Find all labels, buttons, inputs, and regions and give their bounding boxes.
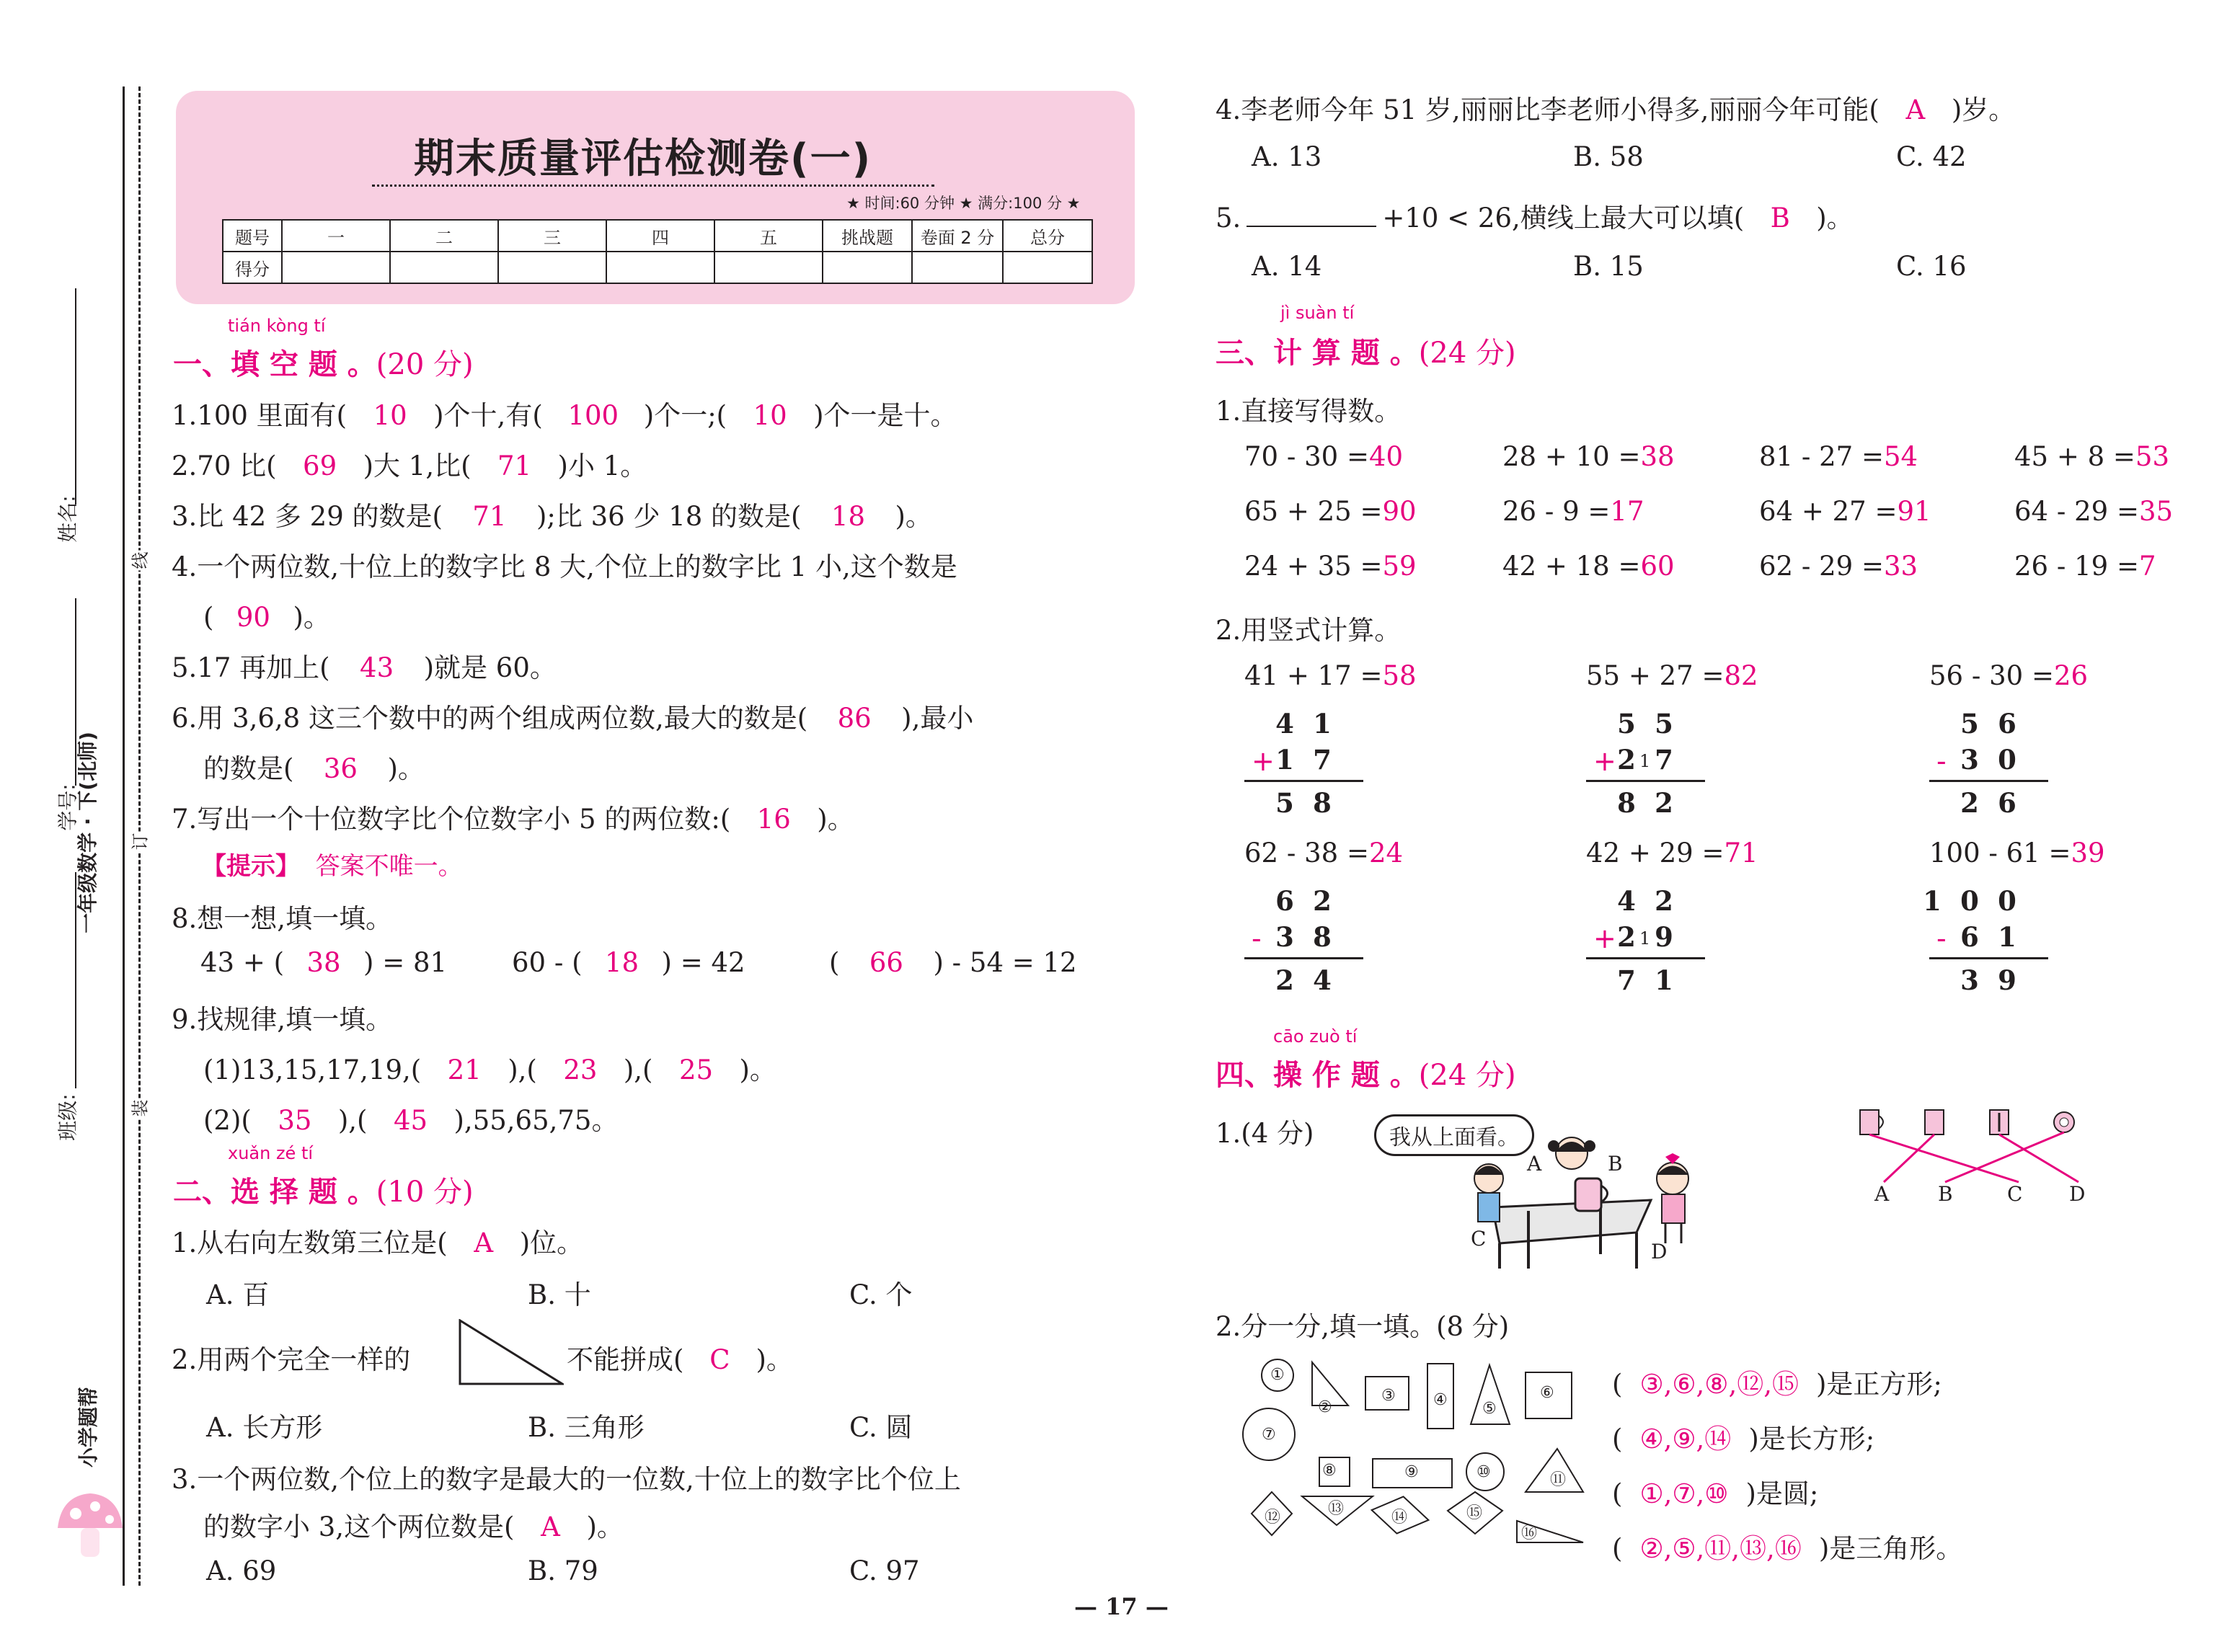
section-points: (20 分) bbox=[376, 348, 474, 381]
match-label: D bbox=[2069, 1182, 2086, 1206]
question-1-8: 8.想一想,填一填。 bbox=[172, 903, 393, 934]
option: B. 十 bbox=[528, 1279, 591, 1310]
vertical-bottom-digit: 7 bbox=[1655, 744, 1673, 776]
answer: 10 bbox=[373, 400, 407, 431]
question-1-3: 3.比 42 多 29 的数是( 71 );比 36 少 18 的数是( 18 )。 bbox=[172, 501, 932, 532]
score-cell[interactable] bbox=[606, 252, 714, 283]
vertical-calc-line bbox=[1244, 957, 1363, 959]
vertical-top-digit: 6 bbox=[1998, 708, 2016, 740]
view-matching-diagram bbox=[1853, 1103, 2098, 1196]
binding-line-char: 订 bbox=[126, 832, 151, 852]
question-2-2: 2.用两个完全一样的 bbox=[172, 1344, 411, 1375]
hint-tag: 【提示】 bbox=[202, 852, 300, 881]
score-cell[interactable] bbox=[823, 252, 912, 283]
question-1-9: 9.找规律,填一填。 bbox=[172, 1004, 393, 1035]
shape-number: ⑧ bbox=[1322, 1462, 1337, 1480]
option: C. 个 bbox=[849, 1279, 913, 1310]
option: C. 16 bbox=[1896, 251, 1967, 282]
vertical-calc-line bbox=[1586, 957, 1705, 959]
vertical-top-digit: 4 bbox=[1275, 708, 1294, 740]
direct-calc-item bbox=[1759, 441, 1918, 472]
answer: 38 bbox=[306, 947, 341, 978]
hint bbox=[202, 846, 463, 881]
shape-number: ⑩ bbox=[1476, 1463, 1491, 1481]
expression: 64 + 27 = bbox=[1759, 496, 1898, 527]
direct-calc-item bbox=[1759, 551, 1918, 582]
answer: 45 bbox=[393, 1105, 428, 1136]
expression: 62 - 29 = bbox=[1759, 551, 1884, 582]
vertical-result-digit: 8 bbox=[1313, 787, 1332, 819]
answer: 69 bbox=[303, 450, 337, 481]
binding-line-char: 线 bbox=[126, 551, 151, 571]
question-1-4: 4.一个两位数,十位上的数字比 8 大,个位上的数字比 1 小,这个数是 bbox=[172, 551, 957, 582]
answer: 18 bbox=[831, 501, 866, 532]
question-1-2: 2.70 比( 69 )大 1,比( 71 )小 1。 bbox=[172, 450, 647, 481]
shape-number: ⑯ bbox=[1521, 1524, 1538, 1542]
score-table-header: 总分 bbox=[1003, 220, 1092, 252]
vertical-calc-line bbox=[1586, 780, 1705, 782]
binding-line-char: 装 bbox=[126, 1098, 151, 1119]
section-title: 三、计 算 题 。 bbox=[1216, 337, 1419, 370]
vertical-calc-expression: 55 + 27 =82 bbox=[1586, 660, 1758, 691]
vertical-result-digit: 4 bbox=[1313, 964, 1332, 996]
section-pinyin: jì suàn tí bbox=[1280, 303, 1355, 323]
answer: 18 bbox=[605, 947, 639, 978]
section-pinyin: cāo zuò tí bbox=[1273, 1026, 1358, 1047]
direct-calc-item bbox=[2014, 551, 2156, 582]
shape-classification: ( ③,⑥,⑧,⑫,⑮ )是正方形; bbox=[1612, 1362, 1942, 1401]
vertical-top-digit: 1 bbox=[1923, 885, 1942, 917]
vertical-top-digit: 6 bbox=[1275, 885, 1294, 917]
section-title: 二、选 择 题 。 bbox=[173, 1176, 376, 1209]
answer: 90 bbox=[1382, 496, 1417, 527]
option: B. 三角形 bbox=[528, 1412, 645, 1443]
answer: 86 bbox=[837, 703, 872, 734]
answer: C bbox=[709, 1344, 730, 1375]
vertical-bottom-digit: 3 bbox=[1275, 921, 1294, 953]
shape-classification: ( ②,⑤,⑪,⑬,⑯ )是三角形。 bbox=[1612, 1527, 1962, 1566]
vertical-result-digit: 9 bbox=[1998, 964, 2016, 996]
score-table-header: 挑战题 bbox=[823, 220, 912, 252]
vertical-result-digit: 2 bbox=[1655, 787, 1673, 819]
vertical-top-digit: 5 bbox=[1655, 708, 1673, 740]
vertical-result-digit: 8 bbox=[1617, 787, 1636, 819]
answer: 7 bbox=[2138, 551, 2156, 582]
vertical-bottom-digit: 1 bbox=[1998, 921, 2016, 953]
brand-label: 小学题帮 bbox=[76, 1386, 101, 1468]
expression: 26 - 19 = bbox=[2014, 551, 2139, 582]
answer: A bbox=[1905, 94, 1926, 125]
expression: 28 + 10 = bbox=[1502, 441, 1641, 472]
vertical-bottom-digit: 1 bbox=[1275, 744, 1294, 776]
option: C. 圆 bbox=[849, 1412, 913, 1443]
vertical-calc-line bbox=[1929, 957, 2048, 959]
shape-number: ② bbox=[1318, 1398, 1332, 1416]
vertical-calc-expression: 100 - 61 =39 bbox=[1929, 838, 2105, 869]
answer: 17 bbox=[1610, 496, 1644, 527]
answer: 21 bbox=[447, 1054, 482, 1085]
shape-number: ⑤ bbox=[1482, 1400, 1497, 1418]
answer: ②,⑤,⑪,⑬,⑯ bbox=[1639, 1533, 1802, 1564]
section-points: (24 分) bbox=[1418, 1059, 1516, 1092]
plus-sign: + bbox=[1252, 745, 1275, 777]
answer: ③,⑥,⑧,⑫,⑮ bbox=[1639, 1369, 1799, 1400]
expression: 26 - 9 = bbox=[1502, 496, 1611, 527]
vertical-bottom-digit: 0 bbox=[1998, 744, 2016, 776]
answer: 90 bbox=[236, 602, 270, 633]
section-pinyin: xuǎn zé tí bbox=[228, 1143, 314, 1163]
vertical-bottom-digit: 7 bbox=[1313, 744, 1332, 776]
hint-text: 答案不唯一。 bbox=[315, 852, 463, 881]
vertical-result-digit: 7 bbox=[1617, 964, 1636, 996]
score-cell[interactable] bbox=[282, 252, 390, 283]
answer: 59 bbox=[1382, 551, 1417, 582]
option: A. 13 bbox=[1252, 141, 1322, 172]
shape-number: ③ bbox=[1381, 1387, 1396, 1405]
option: A. 14 bbox=[1252, 251, 1322, 282]
score-table-header: 一 bbox=[282, 220, 390, 252]
answer: 23 bbox=[563, 1054, 598, 1085]
option: A. 69 bbox=[206, 1555, 277, 1586]
answer: 33 bbox=[1883, 551, 1918, 582]
answer: 38 bbox=[1640, 441, 1675, 472]
minus-sign: - bbox=[1936, 745, 1947, 777]
vertical-calc-expression: 42 + 29 =71 bbox=[1586, 838, 1758, 869]
position-label: C bbox=[1471, 1227, 1487, 1251]
score-table-row-label: 得分 bbox=[223, 252, 282, 283]
vertical-bottom-digit: 8 bbox=[1313, 921, 1332, 953]
answer: ①,⑦,⑩ bbox=[1639, 1478, 1729, 1509]
vertical-top-digit: 5 bbox=[1617, 708, 1636, 740]
minus-sign: - bbox=[1936, 923, 1947, 954]
section-points: (24 分) bbox=[1418, 337, 1516, 370]
expression: 42 + 18 = bbox=[1502, 551, 1641, 582]
answer: A bbox=[474, 1227, 494, 1258]
vertical-result-digit: 6 bbox=[1998, 787, 2016, 819]
score-table-header: 五 bbox=[714, 220, 823, 252]
option: A. 百 bbox=[206, 1279, 270, 1310]
vertical-calc-expression: 56 - 30 =26 bbox=[1929, 660, 2089, 691]
answer: 35 bbox=[278, 1105, 312, 1136]
question-3-2: 2.用竖式计算。 bbox=[1216, 615, 1402, 646]
direct-calc-item bbox=[2014, 496, 2173, 527]
option: C. 42 bbox=[1896, 141, 1967, 172]
score-cell[interactable] bbox=[390, 252, 498, 283]
option: A. 长方形 bbox=[206, 1412, 323, 1443]
shape-number: ⑮ bbox=[1466, 1504, 1483, 1522]
direct-calc-item bbox=[1502, 441, 1675, 472]
expression: 64 - 29 = bbox=[2014, 496, 2139, 527]
direct-calc-item bbox=[1502, 551, 1675, 582]
vertical-top-digit: 2 bbox=[1655, 885, 1673, 917]
question-4-2: 2.分一分,填一填。(8 分) bbox=[1216, 1311, 1510, 1342]
shape-number: ⑨ bbox=[1404, 1463, 1419, 1481]
exam-meta: ★ 时间:60 分钟 ★ 满分:100 分 ★ bbox=[846, 195, 1081, 212]
shape-number: ⑫ bbox=[1265, 1509, 1281, 1527]
answer: 91 bbox=[1897, 496, 1931, 527]
question-1-1: 1.100 里面有( 10 )个十,有( 100 )个一;( 10 )个一是十。 bbox=[172, 400, 957, 431]
match-label: B bbox=[1938, 1182, 1953, 1206]
vertical-bottom-digit: 2 bbox=[1617, 921, 1636, 953]
match-label: C bbox=[2007, 1182, 2023, 1206]
vertical-top-digit: 4 bbox=[1617, 885, 1636, 917]
plus-sign: + bbox=[1593, 745, 1616, 777]
vertical-top-digit: 0 bbox=[1960, 885, 1979, 917]
vertical-result-digit: 2 bbox=[1275, 964, 1294, 996]
shape-number: ⑦ bbox=[1262, 1426, 1276, 1444]
question-1-7: 7.写出一个十位数字比个位数字小 5 的两位数:( 16 )。 bbox=[172, 804, 854, 835]
answer: ④,⑨,⑭ bbox=[1639, 1424, 1732, 1455]
vertical-calc-line bbox=[1929, 780, 2048, 782]
shape-number: ⑪ bbox=[1550, 1471, 1567, 1489]
vertical-top-digit: 5 bbox=[1960, 708, 1979, 740]
score-table-header: 四 bbox=[606, 220, 714, 252]
score-cell[interactable] bbox=[912, 252, 1003, 283]
right-triangle-icon bbox=[459, 1319, 564, 1385]
vertical-result-digit: 3 bbox=[1960, 964, 1979, 996]
shape-number: ④ bbox=[1433, 1391, 1448, 1409]
kids-at-table-illustration bbox=[1456, 1124, 1716, 1269]
option: B. 79 bbox=[528, 1555, 598, 1586]
vertical-top-digit: 0 bbox=[1998, 885, 2016, 917]
direct-calc-item bbox=[1244, 551, 1417, 582]
vertical-top-digit: 1 bbox=[1313, 708, 1332, 740]
exam-header bbox=[176, 91, 1135, 304]
vertical-calc-expression: 62 - 38 =24 bbox=[1244, 838, 1404, 869]
carry-digit: 1 bbox=[1639, 928, 1651, 949]
score-cell[interactable] bbox=[498, 252, 606, 283]
question-2-5: 5. +10 < 26,横线上最大可以填( B )。 bbox=[1216, 203, 1854, 234]
shape-classification: ( ①,⑦,⑩ )是圆; bbox=[1612, 1478, 1819, 1509]
answer: 39 bbox=[2071, 838, 2105, 869]
answer: 100 bbox=[567, 400, 619, 431]
shape-number: ⑭ bbox=[1391, 1509, 1408, 1527]
score-cell[interactable] bbox=[714, 252, 823, 283]
question-1-6: 6.用 3,6,8 这三个数中的两个组成两位数,最大的数是( 86 ),最小 bbox=[172, 703, 974, 734]
match-label: A bbox=[1874, 1182, 1890, 1206]
shape-classification: ( ④,⑨,⑭ )是长方形; bbox=[1612, 1417, 1874, 1456]
carry-digit: 1 bbox=[1639, 751, 1651, 771]
minus-sign: - bbox=[1252, 923, 1262, 954]
speech-bubble: 我从上面看。 bbox=[1374, 1114, 1534, 1156]
name-field-line[interactable] bbox=[75, 288, 76, 505]
score-table-header: 卷面 2 分 bbox=[912, 220, 1003, 252]
question-2-4: 4.李老师今年 51 岁,丽丽比李老师小得多,丽丽今年可能( A )岁。 bbox=[1216, 94, 2016, 125]
grade-label: 一年级数学 · 下(北师) bbox=[75, 732, 99, 933]
vertical-bottom-digit: 3 bbox=[1960, 744, 1979, 776]
answer: 71 bbox=[472, 501, 507, 532]
page-number: — 17 — bbox=[1074, 1593, 1169, 1620]
answer: 53 bbox=[2135, 441, 2170, 472]
shape-number: ① bbox=[1270, 1366, 1285, 1384]
position-label: B bbox=[1608, 1152, 1623, 1176]
shape-number: ⑥ bbox=[1540, 1384, 1554, 1402]
exam-title: 期末质量评估检测卷(一) bbox=[414, 136, 872, 182]
student-id-label: 学号: bbox=[56, 783, 80, 831]
answer: 71 bbox=[1724, 838, 1758, 869]
section-title: 一、填 空 题 。 bbox=[173, 348, 376, 381]
vertical-top-digit: 2 bbox=[1313, 885, 1332, 917]
answer: 71 bbox=[497, 450, 532, 481]
score-table bbox=[222, 219, 1093, 284]
score-table-header: 二 bbox=[390, 220, 498, 252]
question-2-1: 1.从右向左数第三位是( A )位。 bbox=[172, 1227, 584, 1258]
vertical-bottom-digit: 9 bbox=[1655, 921, 1673, 953]
answer: 25 bbox=[678, 1054, 714, 1085]
score-table-header: 三 bbox=[498, 220, 606, 252]
vertical-calc-line bbox=[1244, 780, 1363, 782]
answer: 82 bbox=[1724, 660, 1758, 691]
expression: 24 + 35 = bbox=[1244, 551, 1383, 582]
expression: 45 + 8 = bbox=[2014, 441, 2135, 472]
answer: 35 bbox=[2138, 496, 2174, 527]
option: B. 15 bbox=[1573, 251, 1644, 282]
question-4-1: 1.(4 分) bbox=[1216, 1118, 1314, 1149]
class-label: 班级: bbox=[56, 1093, 80, 1141]
answer: 58 bbox=[1382, 660, 1417, 691]
blank-line bbox=[1247, 204, 1376, 227]
question-3-1: 1.直接写得数。 bbox=[1216, 396, 1402, 427]
answer: 24 bbox=[1368, 838, 1404, 869]
mushroom-logo-icon bbox=[50, 1485, 130, 1564]
section-title: 四、操 作 题 。 bbox=[1216, 1059, 1419, 1092]
direct-calc-item bbox=[1759, 496, 1931, 527]
direct-calc-item bbox=[2014, 441, 2169, 472]
answer: 60 bbox=[1640, 551, 1675, 582]
score-cell[interactable] bbox=[1003, 252, 1092, 283]
answer: 43 bbox=[360, 652, 394, 683]
vertical-bottom-digit: 2 bbox=[1617, 744, 1636, 776]
vertical-result-digit: 1 bbox=[1655, 964, 1673, 996]
answer: 36 bbox=[323, 753, 358, 784]
position-label: D bbox=[1651, 1240, 1668, 1264]
expression: 65 + 25 = bbox=[1244, 496, 1383, 527]
section-pinyin: tián kòng tí bbox=[228, 316, 326, 336]
direct-calc-item bbox=[1502, 496, 1644, 527]
position-label: A bbox=[1527, 1152, 1542, 1176]
question-2-3: 3.一个两位数,个位上的数字是最大的一位数,十位上的数字比个位上 bbox=[172, 1464, 961, 1495]
vertical-result-digit: 2 bbox=[1960, 787, 1979, 819]
question-1-5: 5.17 再加上( 43 )就是 60。 bbox=[172, 652, 557, 683]
expression: 81 - 27 = bbox=[1759, 441, 1884, 472]
vertical-bottom-digit: 6 bbox=[1960, 921, 1979, 953]
answer: 26 bbox=[2053, 660, 2089, 691]
name-field-label: 姓名: bbox=[56, 495, 80, 543]
direct-calc-item bbox=[1244, 441, 1403, 472]
answer: A bbox=[541, 1511, 560, 1542]
answer: 40 bbox=[1368, 441, 1404, 472]
plus-sign: + bbox=[1593, 923, 1616, 954]
answer: 66 bbox=[869, 947, 903, 978]
score-table-header: 题号 bbox=[223, 220, 282, 252]
section-points: (10 分) bbox=[376, 1176, 474, 1209]
direct-calc-item bbox=[1244, 496, 1417, 527]
answer: B bbox=[1770, 203, 1790, 234]
vertical-result-digit: 5 bbox=[1275, 787, 1294, 819]
answer: 54 bbox=[1883, 441, 1918, 472]
expression: 70 - 30 = bbox=[1244, 441, 1369, 472]
option: B. 58 bbox=[1573, 141, 1644, 172]
shape-number: ⑬ bbox=[1328, 1500, 1345, 1518]
answer: 16 bbox=[756, 804, 791, 835]
option: C. 97 bbox=[849, 1555, 920, 1586]
vertical-calc-expression: 41 + 17 =58 bbox=[1244, 660, 1417, 691]
answer: 10 bbox=[753, 400, 787, 431]
